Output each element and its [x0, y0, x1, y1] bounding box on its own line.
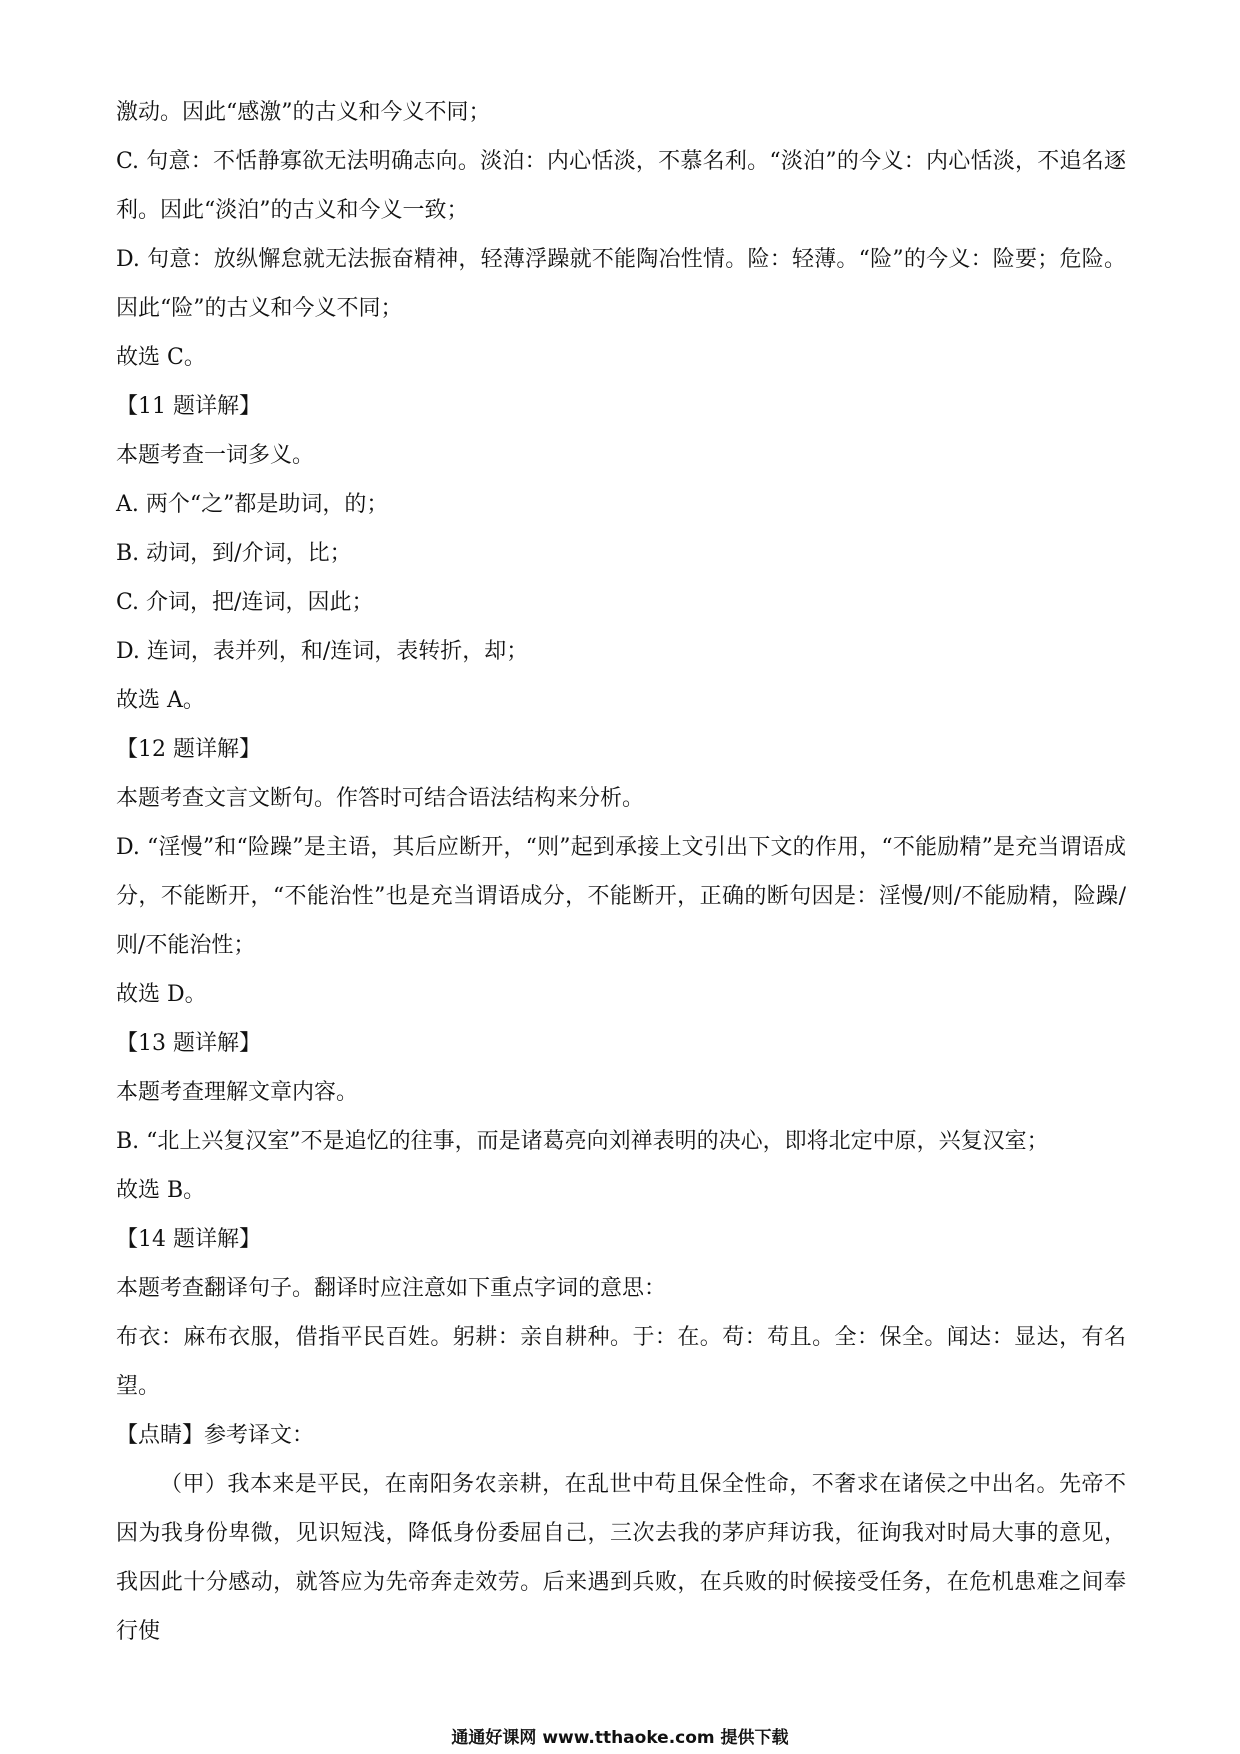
option-a-line: A. 两个“之”都是助词，的；	[116, 492, 389, 517]
answer-line: 故选 A。	[116, 688, 205, 713]
answer-line: 故选 B。	[116, 1178, 206, 1203]
document-body	[116, 88, 1126, 1656]
option-b-line: B. “北上兴复汉室”不是追忆的往事，而是诸葛亮向刘禅表明的决心，即将北定中原，兴复汉室；	[116, 1129, 1049, 1154]
option-b-line: B. 动词，到/介词，比；	[116, 541, 352, 566]
section-heading-13: 【13 题详解】	[116, 1031, 261, 1056]
text-line: 本题考查一词多义。	[116, 443, 315, 468]
section-heading-11: 【11 题详解】	[116, 394, 261, 419]
paragraph-option-c: C. 句意：不恬静寡欲无法明确志向。淡泊：内心恬淡，不慕名利。“淡泊”的今义：内心恬淡，不追名逐利。因此“淡泊”的古义和今义一致；	[116, 149, 1126, 223]
paragraph-option-d-analysis: D. “淫慢”和“险躁”是主语，其后应断开，“则”起到承接上文引出下文的作用，“不能励精”是充当谓语成分，不能断开，“不能治性”也是充当谓语成分，不能断开，正确的断句因是：淫慢/则/不能励精，险躁/则/不能治性；	[116, 835, 1126, 958]
option-d-line: D. 连词，表并列，和/连词，表转折，却；	[116, 639, 529, 664]
answer-line: 故选 D。	[116, 982, 207, 1007]
text-line: 本题考查翻译句子。翻译时应注意如下重点字词的意思：	[116, 1276, 667, 1301]
page-footer: 通通好课网 www.tthaoke.com 提供下载	[451, 1728, 789, 1748]
answer-line: 故选 C。	[116, 345, 206, 370]
section-heading-dianjing: 【点睛】参考译文：	[116, 1423, 315, 1448]
option-c-line: C. 介词，把/连词，因此；	[116, 590, 374, 615]
text-line: 激动。因此“感激”的古义和今义不同；	[116, 100, 491, 125]
text-line: 本题考查理解文章内容。	[116, 1080, 359, 1105]
paragraph-option-d: D. 句意：放纵懈怠就无法振奋精神，轻薄浮躁就不能陶冶性情。险：轻薄。“险”的今义：险要；危险。因此“险”的古义和今义不同；	[116, 247, 1126, 321]
section-heading-14: 【14 题详解】	[116, 1227, 261, 1252]
paragraph-translation: （甲）我本来是平民，在南阳务农亲耕，在乱世中苟且保全性命，不奢求在诸侯之中出名。先帝不因为我身份卑微，见识短浅，降低身份委屈自己，三次去我的茅庐拜访我，征询我对时局大事的意见，我因此十分感动，就答应为先帝奔走效劳。后来遇到兵败，在兵败的时候接受任务，在危机患难之间奉行使	[116, 1472, 1126, 1644]
section-heading-12: 【12 题详解】	[116, 737, 261, 762]
paragraph-vocabulary: 布衣：麻布衣服，借指平民百姓。躬耕：亲自耕种。于：在。苟：苟且。全：保全。闻达：显达，有名望。	[116, 1325, 1126, 1399]
text-line: 本题考查文言文断句。作答时可结合语法结构来分析。	[116, 786, 645, 811]
